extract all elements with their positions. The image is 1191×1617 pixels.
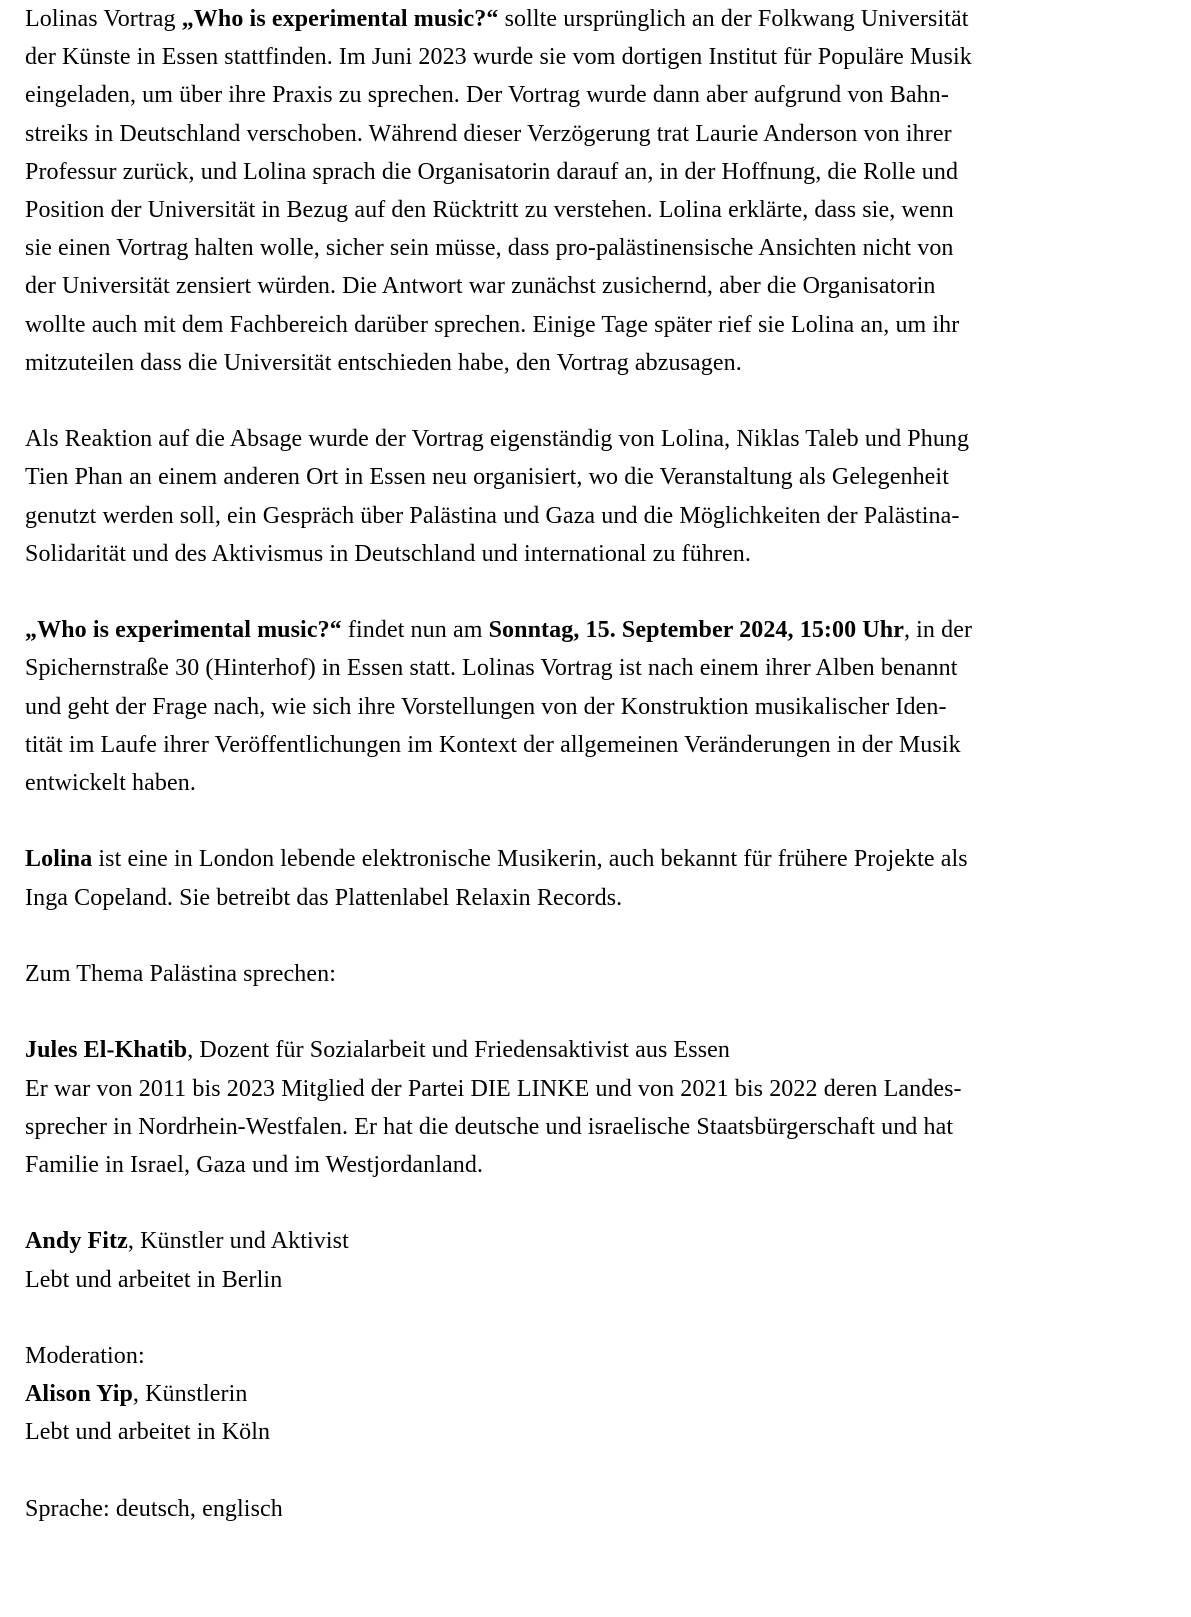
text-run: Lolinas Vortrag (25, 6, 182, 32)
paragraph-7 (25, 1222, 1166, 1298)
paragraph-8 (25, 1337, 1166, 1452)
paragraph-1 (25, 0, 1166, 382)
text-run: findet nun am (341, 617, 489, 644)
paragraph-2 (25, 420, 1166, 573)
text-run: Familie in Israel, Gaza und im Westjordanland. (25, 1152, 484, 1179)
text-run: Sprache: deutsch, englisch (25, 1495, 283, 1522)
text-run: Tien Phan an einem anderen Ort in Essen neu organisiert, wo die Veranstaltung als Gelegenheit (25, 464, 949, 491)
text-run: , Künstler und Aktivist (127, 1228, 349, 1255)
bold-text-run: Andy Fitz (25, 1228, 128, 1255)
text-run: sie einen Vortrag halten wolle, sicher sein müsse, dass pro-palästinensische Ansichten nicht von (25, 235, 954, 262)
text-run: wollte auch mit dem Fachbereich darüber sprechen. Einige Tage später rief sie Lolina an, um ihr (25, 311, 960, 338)
text-run: eingeladen, um über ihre Praxis zu sprechen. Der Vortrag wurde dann aber aufgrund von Bahn- (25, 82, 949, 109)
document-content (25, 0, 1166, 1528)
text-run: sollte ursprünglich an der Folkwang Universität (498, 6, 969, 32)
text-run: Inga Copeland. Sie betreibt das Plattenlabel Relaxin Records. (25, 884, 623, 911)
bold-text-run: Sonntag, 15. September 2024, 15:00 Uhr (488, 617, 904, 644)
text-run: der Künste in Essen stattfinden. Im Juni 2023 wurde sie vom dortigen Institut für Populäre Musik (25, 44, 972, 71)
text-run: Zum Thema Palästina sprechen: (25, 961, 337, 988)
text-run: Moderation: (25, 1343, 145, 1369)
text-run: Lebt und arbeitet in Köln (25, 1419, 271, 1446)
text-run: und geht der Frage nach, wie sich ihre Vorstellungen von der Konstruktion musikalischer Iden- (25, 693, 947, 720)
bold-text-run: Alison Yip (25, 1381, 133, 1408)
text-run: genutzt werden soll, ein Gespräch über Palästina und Gaza und die Möglichkeiten der Palästina- (25, 502, 960, 529)
text-run: Spichernstraße 30 (Hinterhof) in Essen statt. Lolinas Vortrag ist nach einem ihrer Alben benannt (25, 655, 958, 682)
text-run: Solidarität und des Aktivismus in Deutschland und international zu führen. (25, 540, 751, 567)
text-run: sprecher in Nordrhein-Westfalen. Er hat die deutsche und israelische Staatsbürgerschaft und hat (25, 1113, 954, 1140)
text-run: entwickelt haben. (25, 770, 196, 797)
text-run: der Universität zensiert würden. Die Antwort war zunächst zusichernd, aber die Organisatorin (25, 273, 936, 300)
paragraph-4 (25, 840, 1166, 916)
text-run: ist eine in London lebende elektronische Musikerin, auch bekannt für frühere Projekte als (92, 846, 968, 873)
paragraph-5 (25, 955, 1166, 993)
bold-text-run: Jules El-Khatib (25, 1037, 188, 1064)
paragraph-3 (25, 611, 1166, 802)
text-run: mitzuteilen dass die Universität entschieden habe, den Vortrag abzusagen. (25, 349, 742, 376)
bold-text-run: „Who is experimental music?“ (25, 617, 342, 644)
text-run: streiks in Deutschland verschoben. Während dieser Verzögerung trat Laurie Anderson von ihrer (25, 120, 952, 147)
paragraph-6 (25, 1031, 1166, 1184)
text-run: Er war von 2011 bis 2023 Mitglied der Partei DIE LINKE und von 2021 bis 2022 deren Landes- (25, 1075, 962, 1102)
text-run: tität im Laufe ihrer Veröffentlichungen im Kontext der allgemeinen Veränderungen in der Musik (25, 731, 961, 758)
paragraph-9 (25, 1490, 1166, 1528)
text-run: , Künstlerin (132, 1381, 248, 1408)
text-run: Lebt und arbeitet in Berlin (25, 1266, 283, 1293)
text-run: , Dozent für Sozialarbeit und Friedensaktivist aus Essen (187, 1037, 731, 1064)
bold-text-run: „Who is experimental music?“ (181, 6, 499, 32)
text-run: Position der Universität in Bezug auf den Rücktritt zu verstehen. Lolina erklärte, dass sie, wenn (25, 197, 954, 224)
text-run: , in der (903, 617, 973, 644)
text-run: Als Reaktion auf die Absage wurde der Vortrag eigenständig von Lolina, Niklas Taleb und Phung (25, 426, 970, 453)
text-run: Professur zurück, und Lolina sprach die Organisatorin darauf an, in der Hoffnung, die Rolle und (25, 158, 959, 185)
bold-text-run: Lolina (25, 846, 93, 873)
